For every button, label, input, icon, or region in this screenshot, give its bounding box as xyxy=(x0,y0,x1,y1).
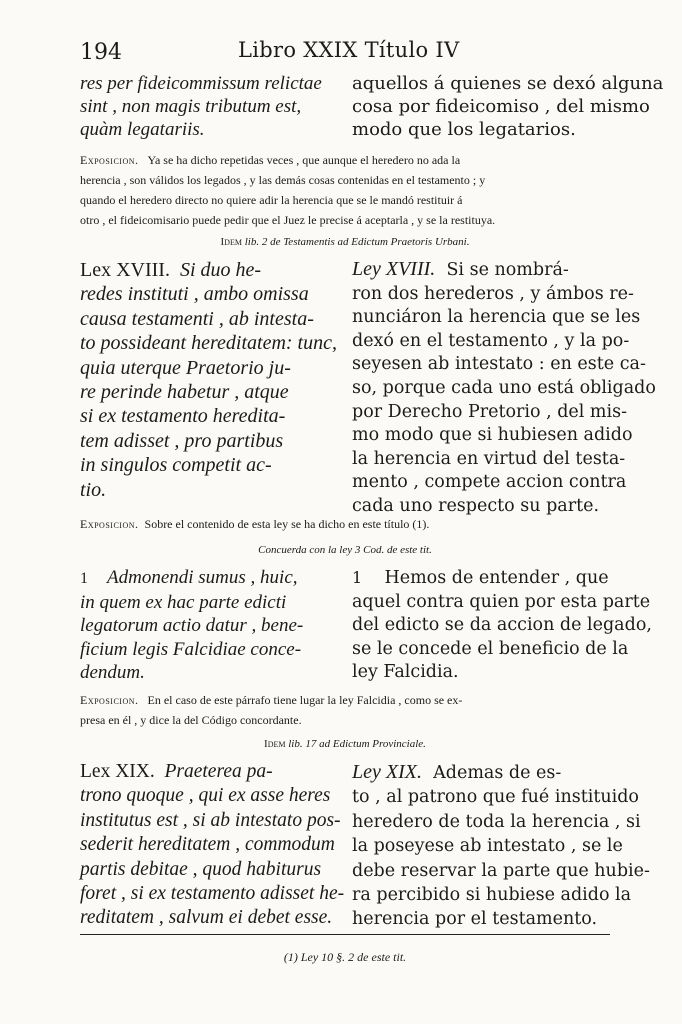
text-line: la herencia en virtud del testa- xyxy=(352,448,626,469)
text-line: se le concede el beneficio de la xyxy=(352,638,629,659)
text-line: cada uno respecto su parte. xyxy=(352,495,600,516)
text-line: Sobre el contenido de esta ley se ha dicho en este título (1). xyxy=(144,517,430,531)
text-line: dexó en el testamento , y la po- xyxy=(352,330,630,351)
text-line: causa testamenti , ab intesta- xyxy=(80,307,314,330)
lex-heading: Lex XIX. xyxy=(80,761,155,782)
text-line: ra percibido si hubiese adido la xyxy=(352,885,632,906)
text-line: presa en él , y dice la del Código concordante. xyxy=(80,713,302,727)
citation-text: Concuerda con la ley 3 Cod. de este tit. xyxy=(258,544,432,556)
text-line: partis debitae , quod habiturus xyxy=(80,858,322,880)
text-line: Si duo he- xyxy=(179,259,262,281)
text-line: Ya se ha dicho repetidas veces , que aunque el heredero no ada la xyxy=(147,153,461,167)
text-line: Ademas de es- xyxy=(433,763,562,783)
text-line: sint , non magis tributum est, xyxy=(80,96,302,117)
text-line: la poseyese ab intestato , se le xyxy=(352,836,623,857)
text-line: to , al patrono que fué instituido xyxy=(352,787,639,808)
latin-column-lex-19 xyxy=(80,760,345,931)
footnote-rule xyxy=(80,934,610,935)
section-number: 1 xyxy=(80,570,88,587)
running-title: Libro XXIX Título IV xyxy=(238,38,460,62)
text-line: ley Falcidia. xyxy=(352,662,459,683)
footnote: (1) Ley 10 §. 2 de este tit. xyxy=(283,950,407,964)
text-line: herencia por el testamento. xyxy=(352,909,598,930)
text-line: mento , compete accion contra xyxy=(352,472,627,493)
text-line: so, porque cada uno está obligado xyxy=(352,377,656,398)
text-line: modo que los legatarios. xyxy=(352,119,576,140)
text-line: dendum. xyxy=(80,662,145,684)
exposicion-paragraph xyxy=(80,514,610,534)
section-number: 1 xyxy=(352,568,363,587)
text-line: sederit hereditatem , commodum xyxy=(80,834,335,856)
ley-heading: Ley XVIII. xyxy=(352,258,436,280)
citation xyxy=(80,544,610,556)
citation-idem: Idem xyxy=(220,236,242,248)
citation-text: lib. 17 ad Edictum Provinciale. xyxy=(288,738,426,750)
text-line: tio. xyxy=(80,478,107,501)
text-line: in singulos competit ac- xyxy=(80,454,272,477)
text-line: aquel contra quien por esta parte xyxy=(352,591,651,612)
text-line: reditatem , salvum ei debet esse. xyxy=(80,907,333,929)
text-line: si ex testamento heredita- xyxy=(80,405,286,428)
text-line: Si se nombrá- xyxy=(446,260,569,280)
text-line: heredero de toda la herencia , si xyxy=(352,811,641,832)
citation xyxy=(80,236,610,248)
text-line: quàm legatariis. xyxy=(80,119,205,140)
exposicion-paragraph xyxy=(80,150,610,230)
exposicion-label: Exposicion. xyxy=(80,153,139,167)
text-line: mo modo que si hubiesen adido xyxy=(352,425,633,446)
text-line: redes instituti , ambo omissa xyxy=(80,283,309,306)
lex-heading: Lex XVIII. xyxy=(80,259,170,281)
text-line: quando el heredero directo no quiere adir la herencia que se le mandó restituir á xyxy=(80,193,463,207)
text-line: trono quoque , qui ex asse heres xyxy=(80,785,331,807)
text-line: tem adisset , pro partibus xyxy=(80,429,284,452)
text-line: debe reservar la parte que hubie- xyxy=(352,860,650,881)
text-line: nunciáron la herencia que se les xyxy=(352,307,641,328)
text-line: institutus est , si ab intestato pos- xyxy=(80,809,341,831)
citation xyxy=(80,738,610,750)
text-line: res per fideicommissum relictae xyxy=(80,73,322,94)
spanish-column-intro xyxy=(352,72,664,141)
exposicion-label: Exposicion. xyxy=(80,693,139,707)
latin-column-intro xyxy=(80,72,332,141)
text-line: re perinde habetur , atque xyxy=(80,381,289,404)
text-line: ficium legis Falcidiae conce- xyxy=(80,638,302,660)
text-line: otro , el fideicomisario puede pedir que el Juez le precise á aceptarla , y se la restituya. xyxy=(80,213,496,227)
ley-heading: Ley XIX. xyxy=(352,761,422,783)
latin-column-section-1 xyxy=(80,566,332,685)
citation-text: lib. 2 de Testamentis ad Edictum Praetoris Urbani. xyxy=(244,236,470,248)
text-line: Admonendi sumus , huic, xyxy=(107,567,298,588)
text-line: Hemos de entender , que xyxy=(384,568,609,588)
text-line: to possideant hereditatem: tunc, xyxy=(80,332,337,355)
text-line: por Derecho Pretorio , del mis- xyxy=(352,401,628,422)
text-line: foret , si ex testamento adisset he- xyxy=(80,883,345,905)
text-line: En el caso de este párrafo tiene lugar la ley Falcidia , como se ex- xyxy=(147,693,463,707)
text-line: in quem ex hac parte edicti xyxy=(80,591,287,613)
spanish-column-ley-18 xyxy=(352,258,656,519)
citation-idem: Idem xyxy=(264,738,286,750)
text-line: ron dos herederos , y ámbos re- xyxy=(352,283,634,304)
text-line: Praeterea pa- xyxy=(164,761,273,782)
text-line: del edicto se da accion de legado, xyxy=(352,615,652,636)
exposicion-label: Exposicion. xyxy=(80,517,139,531)
latin-column-lex-18 xyxy=(80,258,337,502)
text-line: aquellos á quienes se dexó alguna xyxy=(352,73,664,94)
text-line: legatorum actio datur , bene- xyxy=(80,615,304,637)
spanish-column-section-1 xyxy=(352,566,652,685)
exposicion-paragraph xyxy=(80,690,610,730)
text-line: quia uterque Praetorio ju- xyxy=(80,356,291,379)
spanish-column-ley-19 xyxy=(352,760,650,932)
text-line: seyesen ab intestato : en este ca- xyxy=(352,354,646,375)
text-line: cosa por fideicomiso , del mismo xyxy=(352,96,650,117)
text-line: herencia , son válidos los legados , y las demás cosas contenidas en el testamento ; y xyxy=(80,173,486,187)
page-number: 194 xyxy=(80,40,122,65)
